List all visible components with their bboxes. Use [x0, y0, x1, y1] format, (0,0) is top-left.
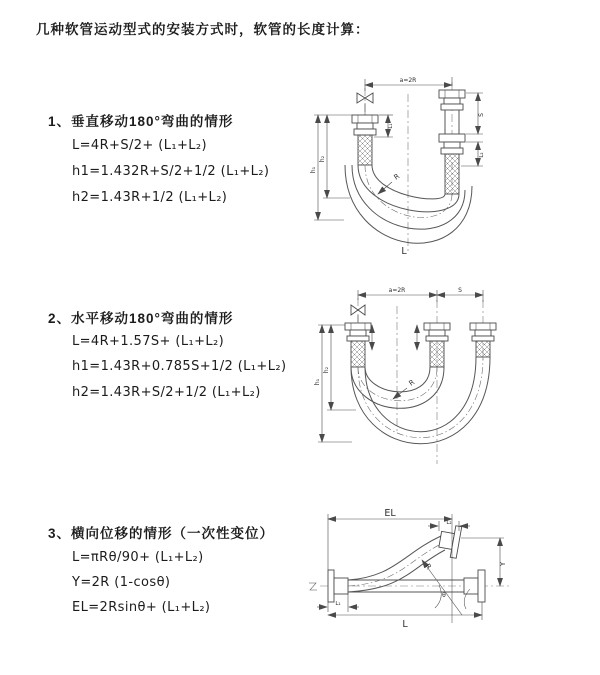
hose-u-outer [351, 357, 490, 444]
dim-label-h1: h₁ [314, 378, 321, 386]
right-pipe-fitting [439, 90, 465, 194]
left-pipe-fitting [352, 115, 378, 165]
dim-label-r: R [392, 172, 402, 182]
dim-label-y: Y [499, 561, 507, 567]
dim-label-s: S [478, 113, 485, 117]
diagram-horizontal-180-bend [312, 282, 588, 468]
dim-label-theta: θ [442, 592, 446, 599]
dim-label-l2: L₂ [446, 520, 452, 526]
section2-heading: 2、水平移动180°弯曲的情形 [48, 311, 234, 326]
formula-line: h1=1.432R+S/2+1/2 (L₁+L₂) [72, 164, 270, 179]
dim-label-l2: L₂ [479, 152, 485, 158]
diagram-vertical-180-bend [300, 66, 580, 262]
dim-label-r: R [423, 562, 433, 572]
diagram-lateral-displacement [304, 505, 596, 655]
dim-label-h1: h₁ [310, 166, 317, 174]
dim-label-l: L [402, 619, 408, 630]
right-pipe-fitting [470, 323, 496, 357]
dim-label-l1: L₁ [335, 601, 341, 607]
break-mark [309, 583, 317, 590]
formula-line: L=4R+1.57S+ (L₁+L₂) [72, 334, 225, 349]
dim-label-s: S [458, 287, 462, 294]
dim-label-h2: h₂ [319, 155, 326, 163]
radius-arrow [393, 388, 407, 399]
dim-label-a2r: a=2R [399, 77, 417, 84]
left-pipe-fitting [345, 323, 371, 367]
dim-label-l: L [401, 246, 407, 257]
middle-pipe-fitting [424, 323, 450, 367]
dim-label-l1: L₁ [388, 123, 394, 129]
left-flange [328, 570, 348, 602]
dim-label-a2r: a=2R [388, 287, 406, 294]
section3-heading: 3、横向位移的情形（一次性变位） [48, 526, 275, 541]
displaced-flange [437, 523, 461, 558]
formula-line: L=πRθ/90+ (L₁+L₂) [72, 550, 204, 565]
section1-heading: 1、垂直移动180°弯曲的情形 [48, 114, 234, 129]
dim-label-el: EL [384, 508, 396, 519]
theta-arc [435, 585, 441, 608]
page-title: 几种软管运动型式的安装方式时，软管的长度计算： [36, 22, 370, 37]
displaced-hose [348, 523, 462, 592]
formula-line: Y=2R (1-cosθ) [72, 575, 171, 590]
dim-label-h2: h₂ [323, 366, 330, 374]
formula-line: L=4R+S/2+ (L₁+L₂) [72, 138, 208, 153]
formula-line: h1=1.43R+0.785S+1/2 (L₁+L₂) [72, 359, 287, 374]
dim-label-r: R [407, 378, 417, 388]
valve-icon [357, 93, 373, 115]
formula-line: h2=1.43R+1/2 (L₁+L₂) [72, 190, 228, 205]
formula-line: EL=2Rsinθ+ (L₁+L₂) [72, 600, 211, 615]
formula-line: h2=1.43R+S/2+1/2 (L₁+L₂) [72, 385, 261, 400]
